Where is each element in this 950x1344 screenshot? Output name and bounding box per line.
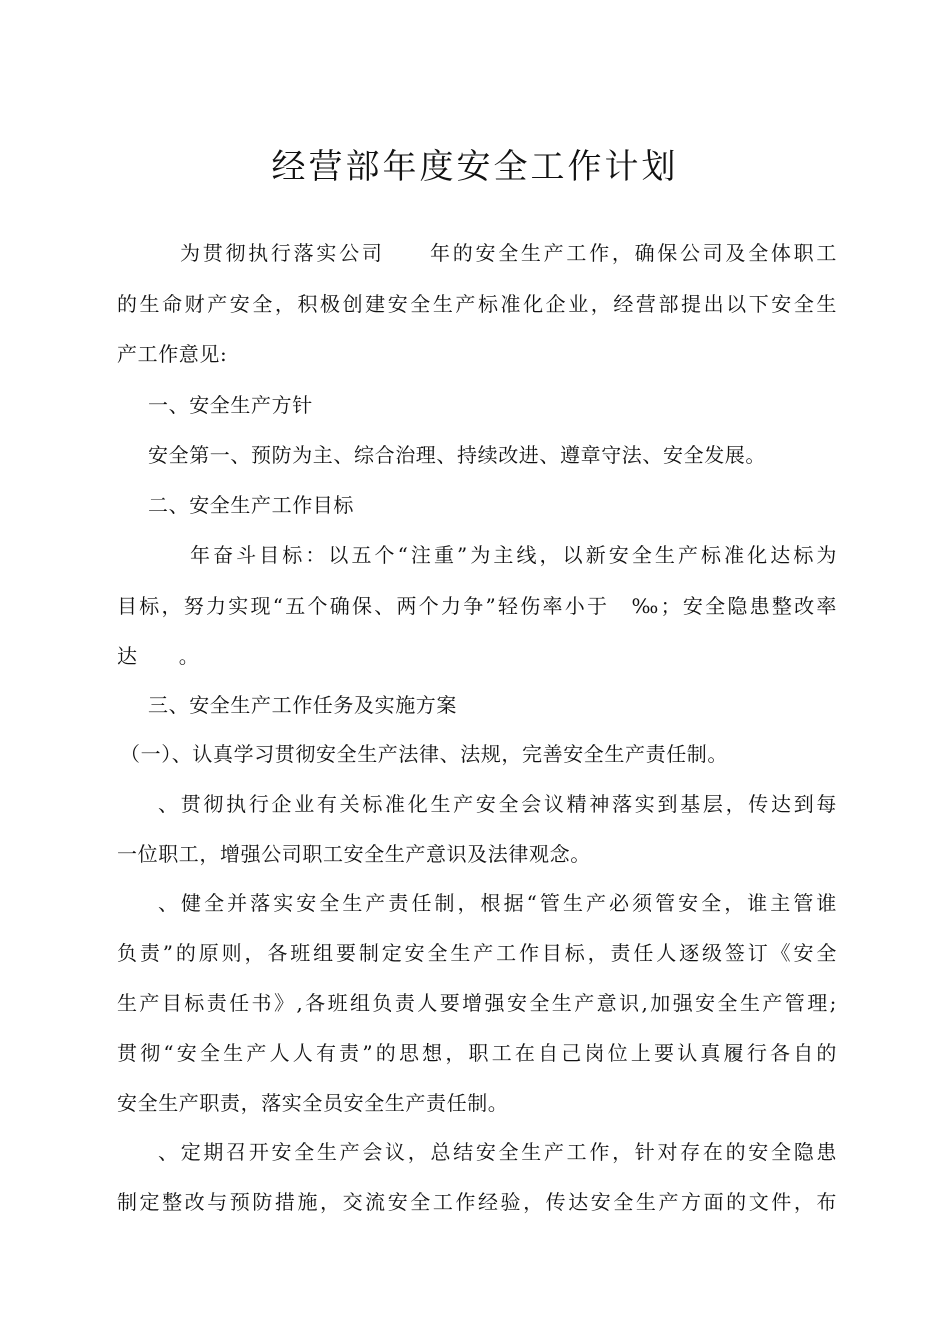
- paragraph-line: 制定整改与预防措施，交流安全工作经验，传达安全生产方面的文件，布: [117, 1190, 837, 1214]
- section-heading: 三、安全生产工作任务及实施方案: [148, 693, 457, 717]
- paragraph-line: 安全生产职责，落实全员安全生产责任制。: [117, 1091, 509, 1115]
- section-heading: 一、安全生产方针: [148, 393, 313, 417]
- paragraph-line: 产工作意见:: [117, 342, 228, 366]
- paragraph-line: 安全第一、预防为主、综合治理、持续改进、遵章守法、安全发展。: [148, 443, 766, 467]
- paragraph-line: 生产目标责任书》,各班组负责人要增强安全生产意识,加强安全生产管理;: [117, 991, 837, 1015]
- paragraph-line: 的生命财产安全，积极创建安全生产标准化企业，经营部提出以下安全生: [117, 292, 837, 316]
- paragraph-line: 年奋斗目标：以五个“注重”为主线，以新安全生产标准化达标为: [190, 543, 837, 567]
- section-heading: 二、安全生产工作目标: [148, 493, 354, 517]
- paragraph-line: 贯彻“安全生产人人有责”的思想，职工在自己岗位上要认真履行各自的: [117, 1041, 837, 1065]
- paragraph-line: 、贯彻执行企业有关标准化生产安全会议精神落实到基层，传达到每: [158, 792, 837, 816]
- subsection-heading: （一）、认真学习贯彻安全生产法律、法规，完善安全生产责任制。: [120, 742, 728, 766]
- paragraph-line: 一位职工，增强公司职工安全生产意识及法律观念。: [117, 842, 591, 866]
- paragraph-line: 、定期召开安全生产会议，总结安全生产工作，针对存在的安全隐患: [158, 1140, 837, 1164]
- paragraph-line: 目标，努力实现“五个确保、两个力争”轻伤率小于 ‰；安全隐患整改率: [117, 594, 837, 618]
- paragraph-line: 负责”的原则，各班组要制定安全生产工作目标，责任人逐级签订《安全: [117, 941, 837, 965]
- paragraph-line: 、健全并落实安全生产责任制，根据“管生产必须管安全，谁主管谁: [158, 891, 837, 915]
- paragraph-line: 达 。: [117, 644, 200, 668]
- paragraph-line: 为贯彻执行落实公司 年的安全生产工作，确保公司及全体职工: [180, 241, 837, 265]
- document-title: 经营部年度安全工作计划: [271, 147, 679, 187]
